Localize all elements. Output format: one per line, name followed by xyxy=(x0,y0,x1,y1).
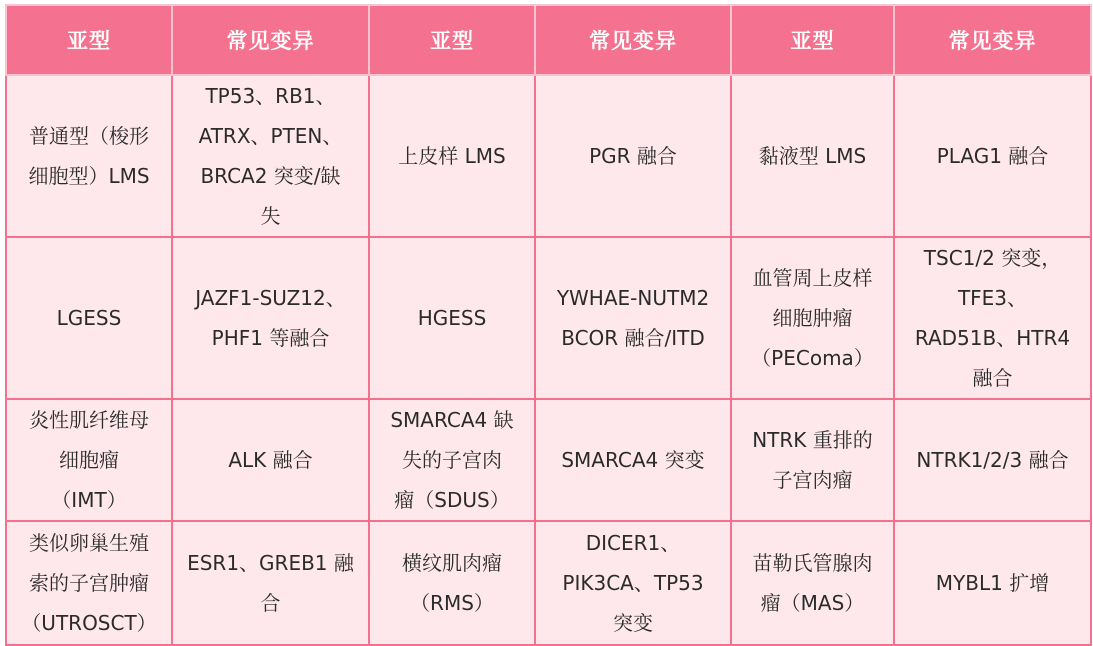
variant-cell xyxy=(172,521,369,645)
cell-line: PGR 融合 xyxy=(589,144,677,168)
variant-cell xyxy=(172,399,369,521)
header-subtype-1: 亚型 xyxy=(6,5,172,75)
variant-cell xyxy=(894,521,1091,645)
variant-cell xyxy=(535,521,731,645)
subtype-cell xyxy=(731,237,894,399)
header-subtype-3: 亚型 xyxy=(731,5,894,75)
table-row xyxy=(6,399,1091,521)
variant-cell xyxy=(172,75,369,237)
cell-line: （PEComa） xyxy=(751,346,874,370)
cell-line: （UTROSCT） xyxy=(21,611,157,635)
cell-line: （IMT） xyxy=(51,488,127,512)
cell-line: 黏液型 LMS xyxy=(758,144,867,168)
cell-line: DICER1、 xyxy=(585,531,681,555)
cell-line: 突变 xyxy=(613,611,653,635)
cell-line: ATRX、PTEN、 xyxy=(198,124,343,148)
cell-line: 瘤（MAS） xyxy=(760,591,865,615)
cell-line: HGESS xyxy=(417,306,487,330)
table-row xyxy=(6,75,1091,237)
variant-cell xyxy=(894,399,1091,521)
table-header xyxy=(6,5,1091,75)
cell-line: ESR1、GREB1 融 xyxy=(187,551,354,575)
cell-line: 血管周上皮样 xyxy=(752,266,873,290)
subtype-cell xyxy=(6,521,172,645)
cell-line: 细胞瘤 xyxy=(59,448,119,472)
cell-line: 索的子宫肿瘤 xyxy=(29,571,149,595)
header-variant-2: 常见变异 xyxy=(535,5,731,75)
subtype-cell xyxy=(731,399,894,521)
cell-line: 横纹肌肉瘤 xyxy=(402,551,502,575)
subtype-cell xyxy=(6,399,172,521)
cell-line: NTRK1/2/3 融合 xyxy=(916,448,1069,472)
table-body xyxy=(6,75,1091,645)
cell-line: TFE3、 xyxy=(957,286,1028,310)
cell-line: 类似卵巢生殖 xyxy=(29,531,149,555)
table-row xyxy=(6,237,1091,399)
header-row xyxy=(6,5,1091,75)
cell-line: （RMS） xyxy=(410,591,494,615)
subtype-cell xyxy=(369,399,535,521)
cell-line: 合 xyxy=(260,591,281,615)
subtype-cell xyxy=(731,75,894,237)
variant-cell xyxy=(172,237,369,399)
subtype-cell xyxy=(6,237,172,399)
cell-line: ALK 融合 xyxy=(228,448,313,472)
cell-line: MYBL1 扩增 xyxy=(935,571,1050,595)
cell-line: 细胞肿瘤 xyxy=(772,306,853,330)
subtype-cell xyxy=(369,237,535,399)
subtype-cell xyxy=(369,521,535,645)
cell-line: SMARCA4 突变 xyxy=(561,448,705,472)
cell-line: SMARCA4 缺 xyxy=(390,408,514,432)
subtype-cell xyxy=(6,75,172,237)
variant-cell xyxy=(894,75,1091,237)
cell-line: 融合 xyxy=(972,366,1013,390)
cell-line: LGESS xyxy=(56,306,122,330)
subtype-cell xyxy=(369,75,535,237)
cell-line: TP53、RB1、 xyxy=(205,84,336,108)
cell-line: 细胞型）LMS xyxy=(28,164,150,188)
cell-line: PLAG1 融合 xyxy=(936,144,1049,168)
header-variant-1: 常见变异 xyxy=(172,5,369,75)
header-variant-3: 常见变异 xyxy=(894,5,1091,75)
cell-line: PIK3CA、TP53 xyxy=(562,571,704,595)
cell-line: 苗勒氏管腺肉 xyxy=(752,551,873,575)
cell-line: TSC1/2 突变， xyxy=(923,246,1062,270)
subtype-cell xyxy=(731,521,894,645)
sarcoma-subtype-table xyxy=(5,4,1092,646)
cell-line: JAZF1-SUZ12、 xyxy=(195,286,346,310)
header-subtype-2: 亚型 xyxy=(369,5,535,75)
cell-line: 失 xyxy=(260,204,281,228)
cell-line: BCOR 融合/ITD xyxy=(561,326,705,350)
cell-line: 瘤（SDUS） xyxy=(394,488,510,512)
cell-line: 炎性肌纤维母 xyxy=(29,408,149,432)
cell-line: 普通型（梭形 xyxy=(29,124,149,148)
cell-line: 失的子宫肉 xyxy=(402,448,502,472)
cell-line: RAD51B、HTR4 xyxy=(914,326,1071,350)
cell-line: YWHAE-NUTM2 xyxy=(556,286,710,310)
variant-cell xyxy=(894,237,1091,399)
variant-cell xyxy=(535,399,731,521)
variant-cell xyxy=(535,75,731,237)
cell-line: NTRK 重排的 xyxy=(752,428,873,452)
table-row xyxy=(6,521,1091,645)
cell-line: 上皮样 LMS xyxy=(398,144,506,168)
cell-line: BRCA2 突变/缺 xyxy=(200,164,341,188)
cell-line: PHF1 等融合 xyxy=(211,326,330,350)
variant-cell xyxy=(535,237,731,399)
cell-line: 子宫肉瘤 xyxy=(772,468,853,492)
